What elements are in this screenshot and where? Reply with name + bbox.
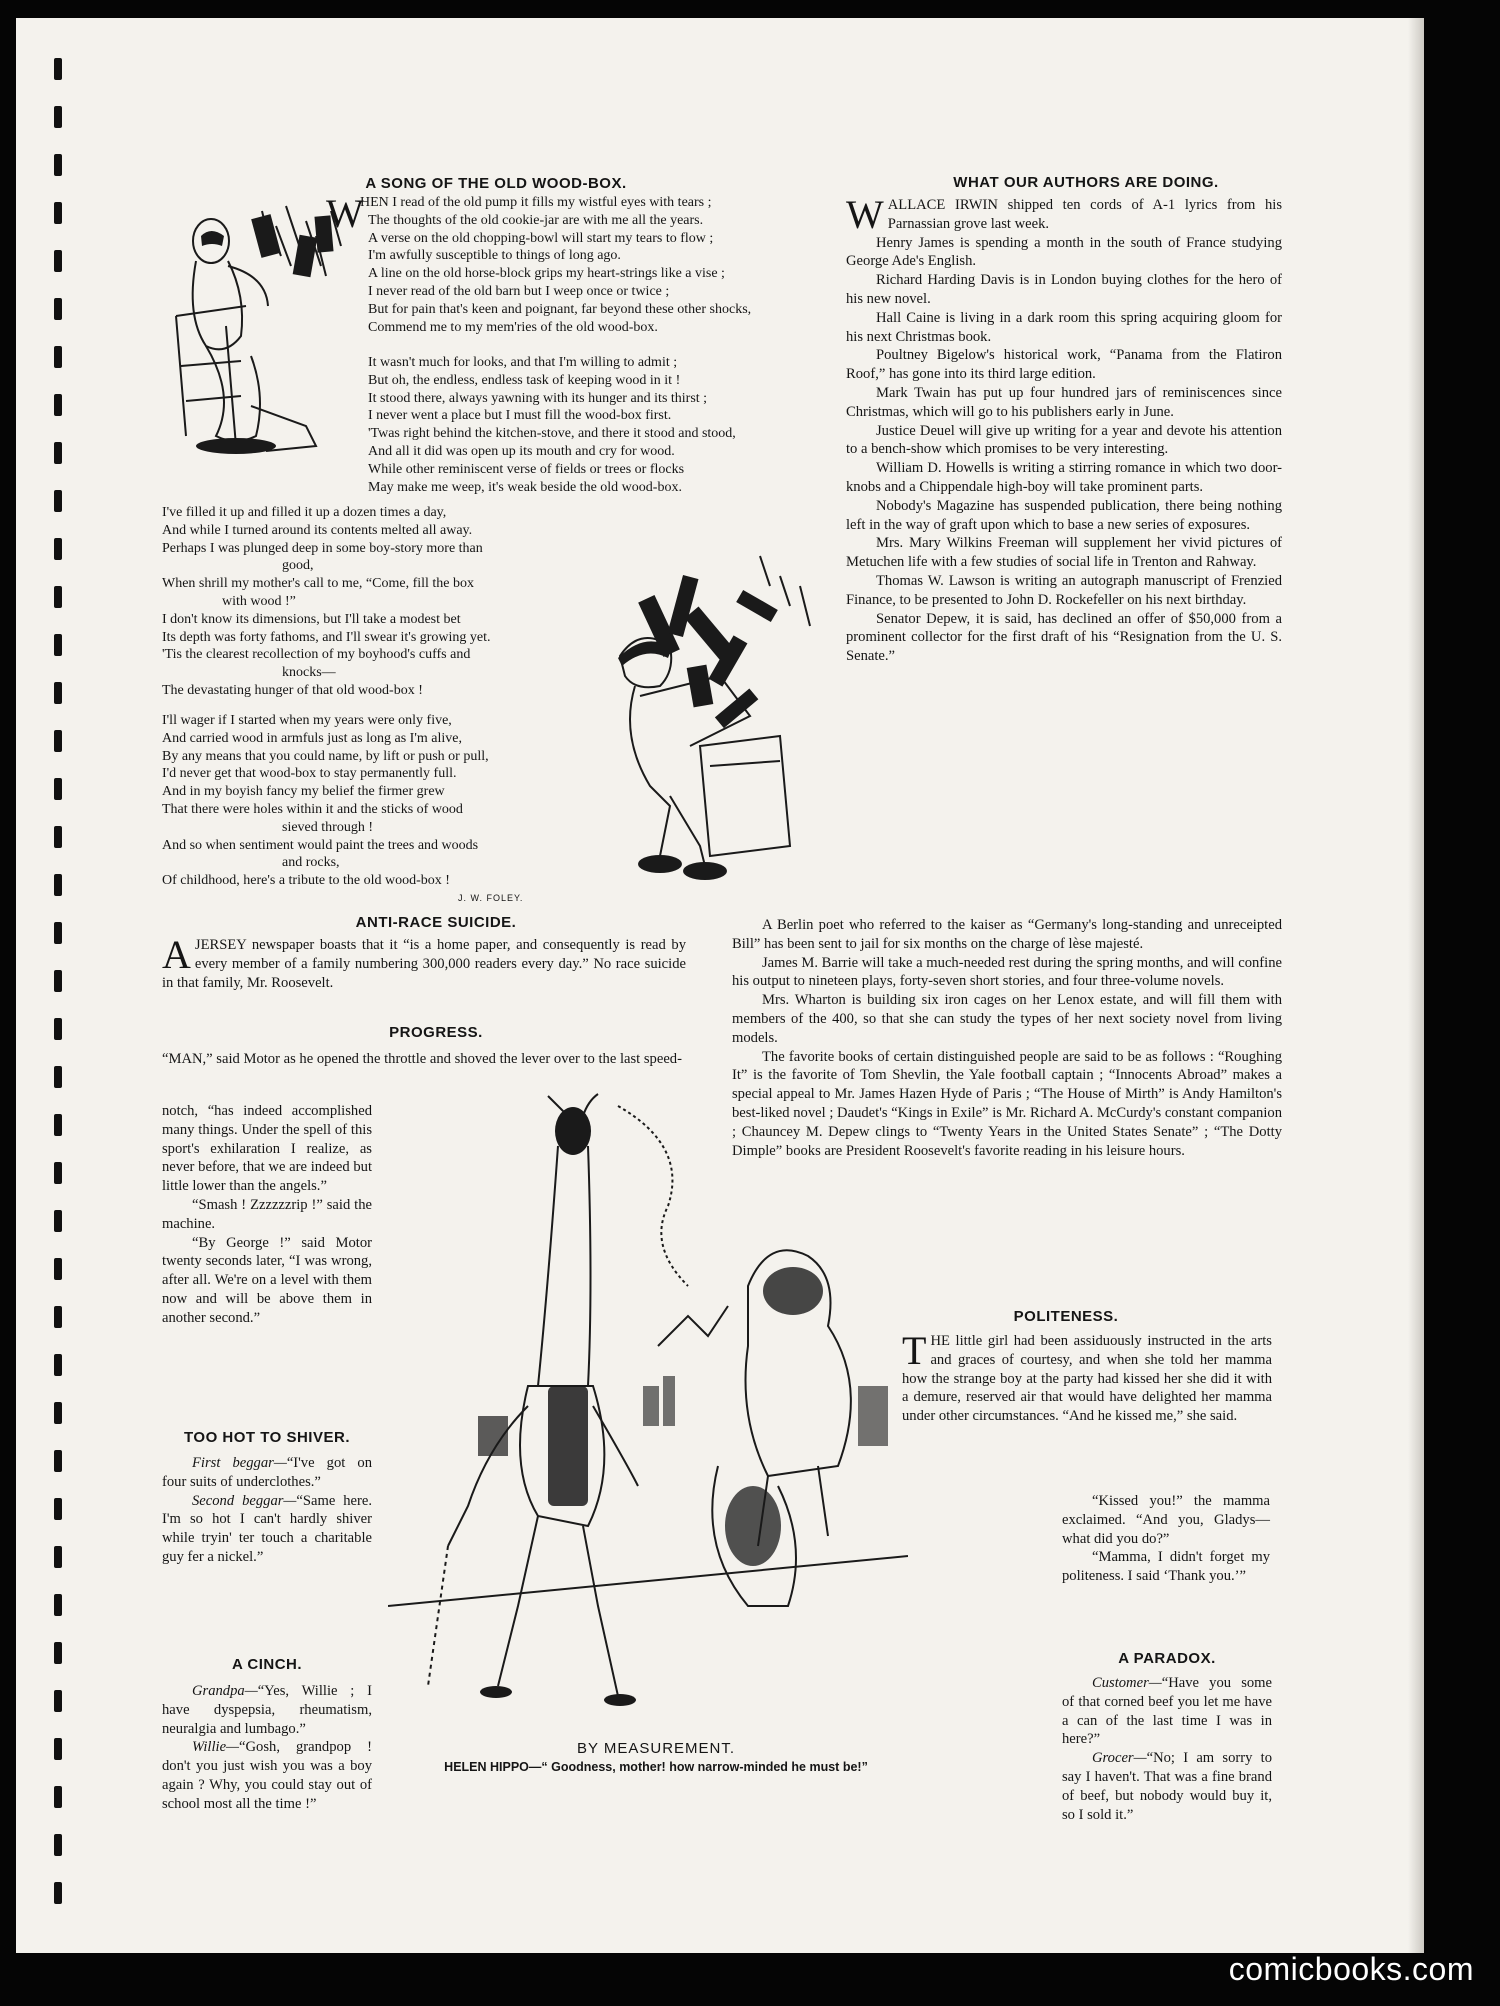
anti-race-title: ANTI-RACE SUICIDE. xyxy=(355,914,517,931)
paradox-text xyxy=(1062,1674,1272,1824)
authors-first: ALLACE IRWIN shipped ten cords of A-1 lyrics from his Parnassian grove last week. xyxy=(887,197,1282,232)
speaker-first-beggar: First beggar— xyxy=(192,1455,287,1471)
speaker-grandpa: Grandpa— xyxy=(192,1683,258,1699)
progress-opening xyxy=(162,1050,712,1069)
verse-line: I never went a place but I must fill the wood-box first. xyxy=(368,408,672,424)
too-hot-line1: “I've got on four suits of underclothes.” xyxy=(162,1455,372,1490)
verse-line: The devastating hunger of that old wood-box ! xyxy=(162,682,423,698)
authors-item: William D. Howells is writing a stirring romance in which two door-knobs and a Chippendale high-boy will take prominent parts. xyxy=(846,460,1282,495)
speaker-second-beggar: Second beggar— xyxy=(192,1492,297,1509)
wood-box-stanza-2 xyxy=(368,354,736,496)
authors-item: The favorite books of certain distinguished people are said to be as follows : “Roughing It” is the favorite of Tom Shevlin, the Yale football captain ; “Innocents Abroad” makes a special appeal to Mr. James Hazen Hyde of Paris ; “The House of Mirth” is Andy Hamilton's best-liked novel ; Daudet's “Kings in Exile” is Mr. Richard A. McCurdy's constant companion ; Chauncey M. Depew clings to “Twenty Years in the United States Senate” ; “The Dotty Dimple” books are President Roosevelt's favorite reading in his leisure hours. xyxy=(732,1048,1282,1159)
authors-wide-column xyxy=(732,916,1282,1160)
speaker-customer: Customer— xyxy=(1092,1675,1162,1691)
verse-line: And so when sentiment would paint the trees and woods xyxy=(162,837,479,853)
authors-item: Senator Depew, it is said, has declined an offer of $50,000 from a prominent collector for the first draft of his “Resignation from the U. S. Senate.” xyxy=(846,610,1282,665)
speaker-grocer: Grocer— xyxy=(1092,1750,1147,1767)
authors-item: Justice Deuel will give up writing for a year and devote his attention to a bench-show which promises to be very interesting. xyxy=(846,422,1282,458)
authors-item: Hall Caine is living in a dark room this spring acquiring gloom for his next Christmas book. xyxy=(846,309,1282,345)
verse-line: with wood !” xyxy=(222,593,296,609)
too-hot-text xyxy=(162,1454,372,1567)
cinch-line2: “Gosh, grandpop ! don't you just wish you was a boy again ? Why, you could stay out of school most all the time !” xyxy=(162,1739,372,1812)
verse-line: HEN I read of the old pump it fills my wistful eyes with tears ; xyxy=(360,195,712,210)
verse-line: But oh, the endless, endless task of keeping wood in it ! xyxy=(368,372,681,388)
politeness-p2: “Kissed you!” the mamma exclaimed. “And you, Gladys—what did you do?” xyxy=(1062,1493,1270,1547)
anti-race-text xyxy=(162,932,686,992)
progress-column xyxy=(162,1102,372,1328)
magazine-page xyxy=(16,18,1424,1953)
authors-item: Poultney Bigelow's historical work, “Panama from the Flatiron Roof,” has gone into its third large edition. xyxy=(846,347,1282,383)
verse-line: And all it did was open up its mouth and cry for wood. xyxy=(368,443,675,459)
authors-title: WHAT OUR AUTHORS ARE DOING. xyxy=(953,174,1219,191)
authors-item: A Berlin poet who referred to the kaiser as “Germany's long-standing and unreceipted Bill” has been sent to jail for six months on the charge of lèse majesté. xyxy=(732,917,1282,952)
progress-title: PROGRESS. xyxy=(389,1024,483,1041)
verse-line: I've filled it up and filled it up a dozen times a day, xyxy=(162,505,447,520)
authors-item: Richard Harding Davis is in London buying clothes for the hero of his new novel. xyxy=(846,272,1282,307)
politeness-column xyxy=(1062,1492,1270,1586)
giraffe-hippo-cartoon xyxy=(388,1086,908,1726)
verse-line: Perhaps I was plunged deep in some boy-story more than xyxy=(162,540,483,556)
politeness-title: POLITENESS. xyxy=(1013,1308,1119,1325)
verse-line: and rocks, xyxy=(282,855,340,871)
verse-line: Of childhood, here's a tribute to the old wood-box ! xyxy=(162,873,450,889)
verse-line: Its depth was forty fathoms, and I'll swear it's growing yet. xyxy=(162,629,491,645)
progress-p2: “Smash ! Zzzzzzrip !” said the machine. xyxy=(162,1196,372,1232)
verse-line: Commend me to my mem'ries of the old wood-box. xyxy=(368,319,658,335)
verse-line: I'm awfully susceptible to things of long ago. xyxy=(368,248,621,264)
verse-line: That there were holes within it and the sticks of wood xyxy=(162,801,463,817)
authors-item: James M. Barrie will take a much-needed rest during the spring months, and will confine his output to nineteen plays, forty-seven short stories, and four three-volume novels. xyxy=(732,954,1282,990)
verse-line: good, xyxy=(282,558,314,574)
authors-item: Thomas W. Lawson is writing an autograph manuscript of Frenzied Finance, to be presented to John D. Rockefeller on his next birthday. xyxy=(846,572,1282,608)
wood-box-stanza-4 xyxy=(162,712,489,890)
site-watermark: comicbooks.com xyxy=(1228,1951,1474,1987)
paradox-title: A PARADOX. xyxy=(1118,1650,1216,1667)
politeness-p3: “Mamma, I didn't forget my politeness. I said ‘Thank you.’” xyxy=(1062,1549,1270,1585)
verse-line: I don't know its dimensions, but I'll take a modest bet xyxy=(162,611,461,627)
wood-box-author: J. W. FOLEY. xyxy=(458,893,524,903)
verse-line: 'Tis the clearest recollection of my boyhood's cuffs and xyxy=(162,647,471,663)
cinch-line1: “Yes, Willie ; I have dyspepsia, rheumatism, neuralgia and lumbago.” xyxy=(162,1683,372,1737)
authors-item: Mark Twain has put up four hundred jars of reminiscences since Christmas, which will go to his publishers early in June. xyxy=(846,384,1282,420)
drop-cap-t: T xyxy=(902,1328,927,1373)
cinch-title: A CINCH. xyxy=(231,1656,303,1673)
verse-line: When shrill my mother's call to me, “Come, fill the box xyxy=(162,576,475,592)
verse-line: A line on the old horse-block grips my heart-strings like a vise ; xyxy=(368,266,725,282)
verse-line: And in my boyish fancy my belief the firmer grew xyxy=(162,784,445,800)
drop-cap-w-authors: W xyxy=(846,192,884,237)
paradox-line2: “No; I am sorry to say I haven't. That was a fine brand of beef, but nobody would buy it, so I sold it.” xyxy=(1062,1750,1272,1823)
verse-line: While other reminiscent verse of fields or trees or flocks xyxy=(368,461,685,477)
progress-opening-line: “MAN,” said Motor as he opened the throttle and shoved the lever over to the last speed- xyxy=(162,1051,682,1067)
verse-line: sieved through ! xyxy=(282,819,373,835)
drop-cap-a: A xyxy=(162,932,191,977)
verse-line: 'Twas right behind the kitchen-stove, and there it stood and stood, xyxy=(368,426,736,442)
authors-item: Mrs. Wharton is building six iron cages on her Lenox estate, and will fill them with members of the 400, so that she can study the types of her next society novel from living models. xyxy=(732,992,1282,1046)
verse-line: It wasn't much for looks, and that I'm willing to admit ; xyxy=(368,355,678,370)
verse-line: And while I turned around its contents melted all away. xyxy=(162,522,473,538)
wood-box-stanza-3 xyxy=(162,504,491,700)
binding-holes xyxy=(44,18,74,1953)
anti-race-body: JERSEY newspaper boasts that it “is a home paper, and consequently is read by every member of a family numbering 300,000 readers every day.” No race suicide in that family, Mr. Roosevelt. xyxy=(162,937,686,991)
cinch-text xyxy=(162,1682,372,1814)
paradox-line1: “Have you some of that corned beef you let me have a can of the last time I was in here?” xyxy=(1062,1675,1272,1748)
wood-box-title: A SONG OF THE OLD WOOD-BOX. xyxy=(365,175,627,192)
speaker-willie: Willie— xyxy=(192,1739,240,1756)
verse-line: And carried wood in armfuls just as long as I'm alive, xyxy=(162,730,462,746)
verse-line: May make me weep, it's weak beside the old wood-box. xyxy=(368,479,682,495)
too-hot-line2: “Same here. I'm so hot I can't hardly shiver while tryin' ter touch a charitable guy fer a nickel.” xyxy=(162,1492,372,1565)
progress-p3: “By George !” said Motor twenty seconds later, “I was wrong, after all. We're on a level with them now and will be above them in another second.” xyxy=(162,1234,372,1326)
verse-line: I never read of the old barn but I weep once or twice ; xyxy=(368,283,670,299)
verse-line: But for pain that's keen and poignant, far beyond these other shocks, xyxy=(368,301,752,317)
verse-line: I'll wager if I started when my years were only five, xyxy=(162,713,452,728)
verse-line: It stood there, always yawning with its hunger and its thirst ; xyxy=(368,390,708,406)
verse-line: A verse on the old chopping-bowl will start my tears to flow ; xyxy=(368,230,714,246)
authors-column xyxy=(846,192,1282,666)
authors-item: Nobody's Magazine has suspended publication, there being nothing left in the way of graft upon which to base a new series of exposures. xyxy=(846,497,1282,533)
cartoon-title: BY MEASUREMENT. xyxy=(576,1740,736,1757)
boy-carrying-wood-illustration xyxy=(580,546,820,886)
authors-item: Henry James is spending a month in the south of France studying George Ade's English. xyxy=(846,234,1282,270)
progress-body: notch, “has indeed accomplished many things. Under the spell of this sport's exhilaration I realize, as never before, that we are indeed but little lower than the angels.” xyxy=(162,1103,372,1195)
verse-line: knocks— xyxy=(282,665,336,681)
politeness-first: HE little girl had been assiduously instructed in the arts and graces of courtesy, and when she told her mamma how the strange boy at the party had kissed her she did it with a demure, reserved air that would have delighted her mamma under other circumstances. “And he kissed me,” she said. xyxy=(902,1333,1272,1425)
cartoon-caption: HELEN HIPPO—“ Goodness, mother! how narrow-minded he must be!” xyxy=(444,1760,868,1774)
authors-item: Mrs. Mary Wilkins Freeman will supplement her vivid pictures of Metuchen life with a few studies of social life in Trenton and Rahway. xyxy=(846,535,1282,571)
politeness-text xyxy=(902,1328,1272,1426)
page-edge xyxy=(1408,18,1424,1953)
too-hot-title: TOO HOT TO SHIVER. xyxy=(184,1429,350,1446)
verse-line: The thoughts of the old cookie-jar are with me all the years. xyxy=(368,212,704,228)
wood-box-stanza-1 xyxy=(326,191,752,336)
verse-line: I'd never get that wood-box to stay permanently full. xyxy=(162,766,457,782)
drop-cap-w: W xyxy=(326,191,364,236)
verse-line: By any means that you could name, by lift or push or pull, xyxy=(162,748,489,764)
